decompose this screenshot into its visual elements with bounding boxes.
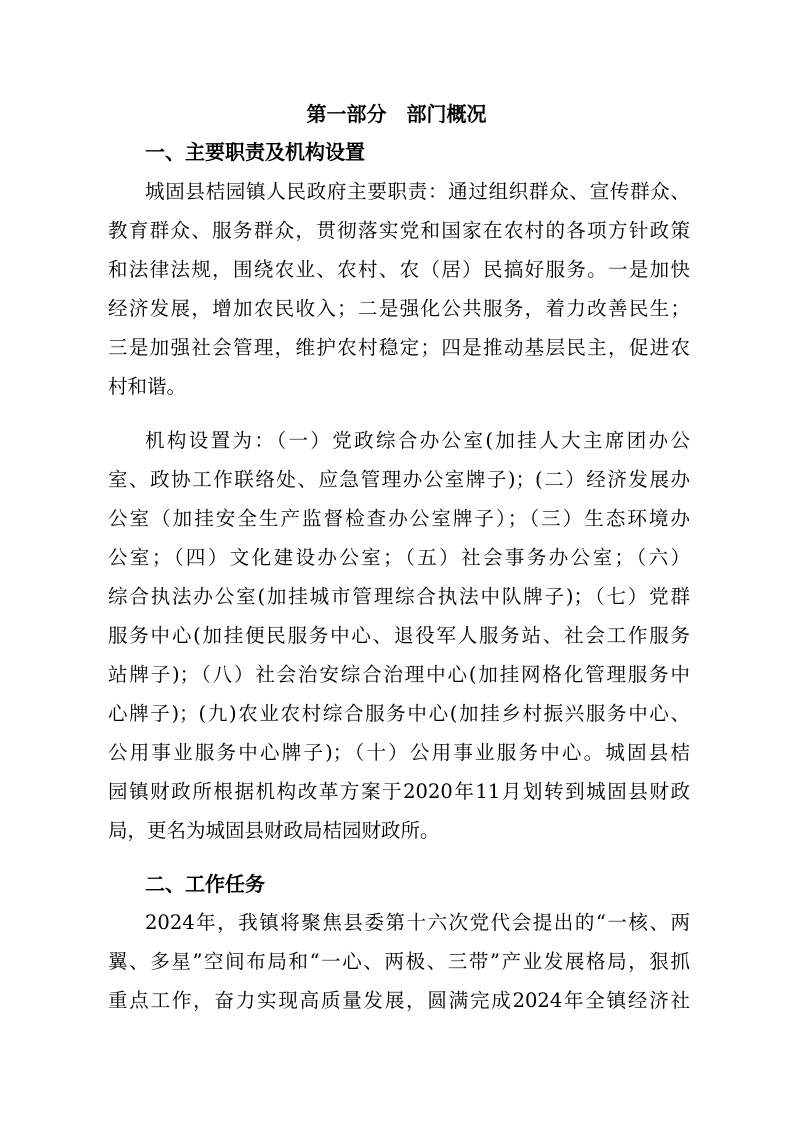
paragraph-line: 三是加强社会管理，维护农村稳定；四是推动基层民主，促进农: [108, 336, 690, 359]
paragraph-line: 公室；（四）文化建设办公室；（五）社会事务办公室；（六）: [108, 546, 690, 569]
paragraph-line: 园镇财政所根据机构改革方案于2020年11月划转到城固县财政: [108, 780, 690, 803]
paragraph-line: 服务中心(加挂便民服务中心、退役军人服务站、社会工作服务: [108, 624, 690, 647]
paragraph-line: 重点工作，奋力实现高质量发展，圆满完成2024年全镇经济社: [108, 989, 690, 1012]
paragraph-line: 教育群众、服务群众，贯彻落实党和国家在农村的各项方针政策: [108, 219, 690, 242]
paragraph-line: 室、政协工作联络处、应急管理办公室牌子)；(二）经济发展办: [108, 468, 690, 491]
paragraph-line: 公用事业服务中心牌子)；（十）公用事业服务中心。城固县桔: [108, 741, 690, 764]
paragraph-line: 局，更名为城固县财政局桔园财政所。: [108, 819, 440, 842]
paragraph-line: 和法律法规，围绕农业、农村、农（居）民搞好服务。一是加快: [108, 258, 690, 281]
paragraph-line: 翼、多星”空间布局和“一心、两极、三带”产业发展格局，狠抓: [108, 950, 690, 973]
paragraph-line: 站牌子)；（八）社会治安综合治理中心(加挂网格化管理服务中: [108, 663, 690, 686]
page-title: 第一部分 部门概况: [306, 102, 487, 126]
paragraph-line: 2024年，我镇将聚焦县委第十六次党代会提出的“一核、两: [145, 911, 690, 934]
paragraph-line: 城固县桔园镇人民政府主要职责：通过组织群众、宣传群众、: [145, 180, 690, 203]
paragraph-line: 公室（加挂安全生产监督检查办公室牌子）；（三）生态环境办: [108, 507, 690, 530]
paragraph-line: 机构设置为：（一）党政综合办公室(加挂人大主席团办公: [145, 429, 690, 452]
section-heading-tasks: 二、工作任务: [145, 872, 265, 896]
paragraph-line: 村和谐。: [108, 375, 187, 398]
paragraph-line: 心牌子)；(九)农业农村综合服务中心(加挂乡村振兴服务中心、: [108, 702, 690, 725]
paragraph-line: 综合执法办公室(加挂城市管理综合执法中队牌子)；（七）党群: [108, 585, 690, 608]
section-heading-duties: 一、主要职责及机构设置: [145, 140, 365, 164]
paragraph-line: 经济发展，增加农民收入；二是强化公共服务，着力改善民生；: [108, 297, 690, 320]
